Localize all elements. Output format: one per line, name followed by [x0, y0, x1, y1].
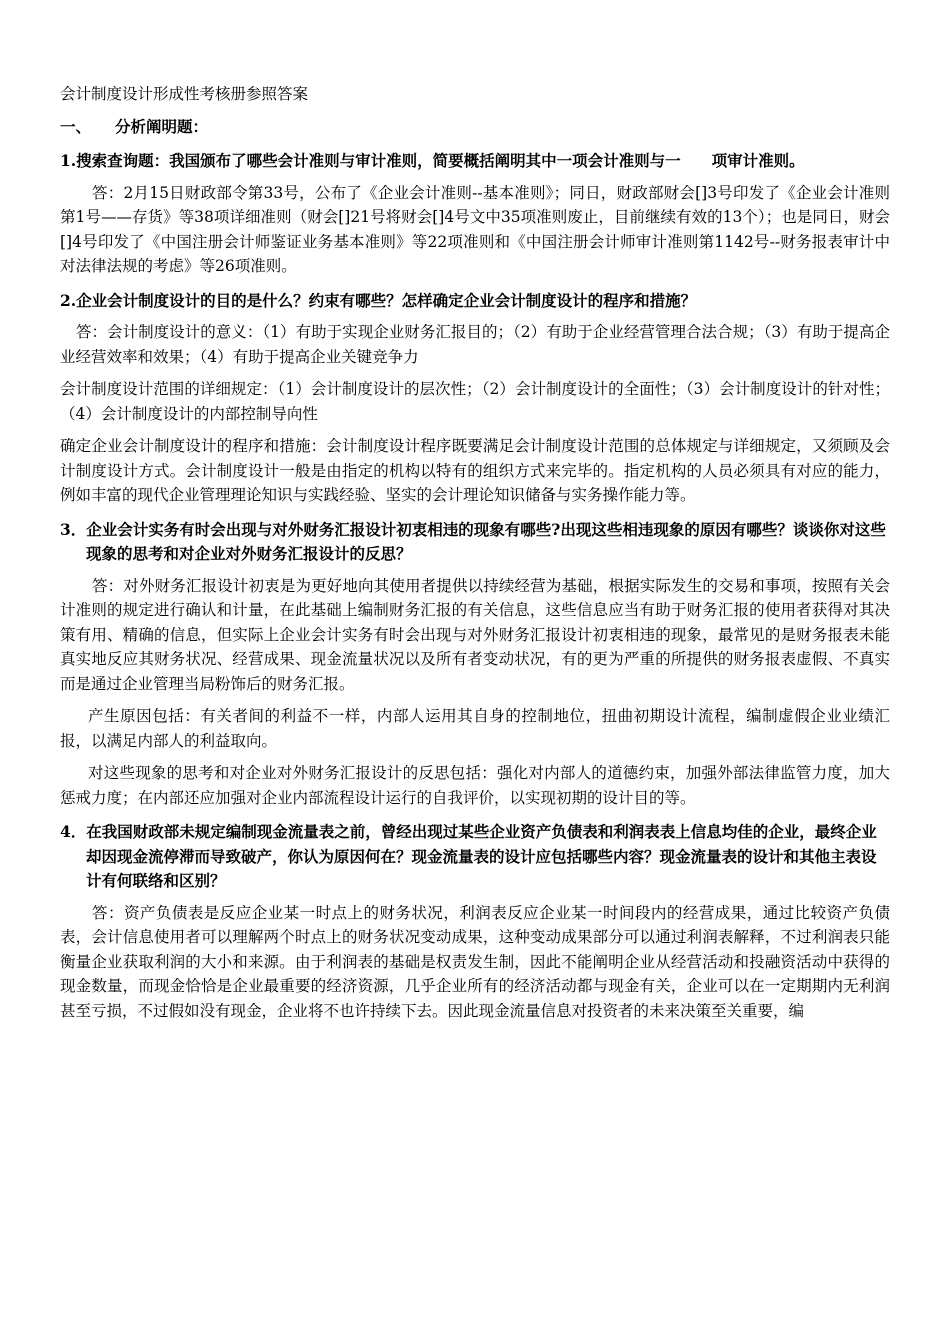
question-2-procedure: 确定企业会计制度设计的程序和措施：会计制度设计程序既要满足会计制度设计范围的总体规定与详细规定，又须顾及会计制度设计方式。会计制度设计一般是由指定的机构以特有的组织方式来完毕的。指定机构的人员必须具有对应的能力，例如丰富的现代企业管理理论知识与实践经验、坚实的会计理论知识储备与实务操作能力等。	[60, 437, 890, 504]
question-3-reflection: 对这些现象的思考和对企业对外财务汇报设计的反思包括：强化对内部人的道德约束，加强外部法律监管力度，加大惩戒力度；在内部还应加强对企业内部流程设计运行的自我评价，以实现初期的设计目的等。	[60, 764, 890, 807]
question-4-answer: 答：资产负债表是反应企业某一时点上的财务状况，利润表反应企业某一时间段内的经营成果，通过比较资产负债表，会计信息使用者可以理解两个时点上的财务状况变动成果，这种变动成果部分可以通过利润表解释，不过利润表只能衡量企业获取利润的大小和来源。由于利润表的基础是权责发生制，因此不能阐明企业从经营活动和投融资活动中获得的现金数量，而现金恰恰是企业最重要的经济资源，几乎企业所有的经济活动都与现金有关，企业可以在一定期期内无利润甚至亏损，不过假如没有现金，企业将不也许持续下去。因此现金流量信息对投资者的未来决策至关重要，编	[60, 903, 890, 1020]
question-3-title: 3．企业会计实务有时会出现与对外财务汇报设计初衷相违的现象有哪些?出现这些相违现象的原因有哪些？谈谈你对这些现象的思考和对企业对外财务汇报设计的反思？	[60, 519, 886, 563]
document-title: 会计制度设计形成性考核册参照答案	[60, 85, 309, 103]
question-1-title: 1.搜索查询题：我国颁布了哪些会计准则与审计准则，简要概括阐明其中一项会计准则与一 项审计准则。	[60, 151, 805, 170]
question-2-answer: 答：会计制度设计的意义：（1）有助于实现企业财务汇报目的；（2）有助于企业经营管理合法合规；（3）有助于提高企业经营效率和效果；（4）有助于提高企业关键竞争力	[60, 323, 890, 366]
question-4-title: 4．在我国财政部未规定编制现金流量表之前，曾经出现过某些企业资产负债表和利润表表上信息均佳的企业，最终企业却因现金流停滞而导致破产，你认为原因何在？现金流量表的设计应包括哪些内容？现金流量表的设计和其他主表设计有何联络和区别？	[60, 822, 877, 890]
question-2-scope: 会计制度设计范围的详细规定：（1）会计制度设计的层次性；（2）会计制度设计的全面性；（3）会计制度设计的针对性；（4）会计制度设计的内部控制导向性	[60, 380, 890, 423]
question-2-title: 2.企业会计制度设计的目的是什么？约束有哪些？怎样确定企业会计制度设计的程序和措施？	[60, 290, 697, 310]
document-page	[60, 82, 890, 1031]
question-1-answer: 答：2月15日财政部令第33号，公布了《企业会计准则--基本准则》；同日，财政部财会[]3号印发了《企业会计准则第1号——存货》等38项详细准则（财会[]21号将财会[]4号文中35项准则废止，目前继续有效的13个）；也是同日，财会[]4号印发了《中国注册会计师鉴证业务基本准则》等22项准则和《中国注册会计师审计准则第1142号--财务报表审计中对法律法规的考虑》等26项准则。	[60, 183, 890, 275]
section-title: 分析阐明题：	[115, 116, 209, 136]
section-heading	[60, 115, 890, 140]
question-3-causes: 产生原因包括：有关者间的利益不一样，内部人运用其自身的控制地位，扭曲初期设计流程，编制虚假企业业绩汇报，以满足内部人的利益取向。	[60, 707, 890, 750]
section-number: 一、	[60, 116, 92, 136]
question-3-answer: 答：对外财务汇报设计初衷是为更好地向其使用者提供以持续经营为基础，根据实际发生的交易和事项，按照有关会计准则的规定进行确认和计量，在此基础上编制财务汇报的有关信息，这些信息应当有助于财务汇报的使用者获得对其决策有用、精确的信息，但实际上企业会计实务有时会出现与对外财务汇报设计初衷相违的现象，最常见的是财务报表未能真实地反应其财务状况、经营成果、现金流量状况以及所有者变动状况，有的更为严重的所提供的财务报表虚假、不真实而是通过企业管理当局粉饰后的财务汇报。	[60, 576, 890, 693]
